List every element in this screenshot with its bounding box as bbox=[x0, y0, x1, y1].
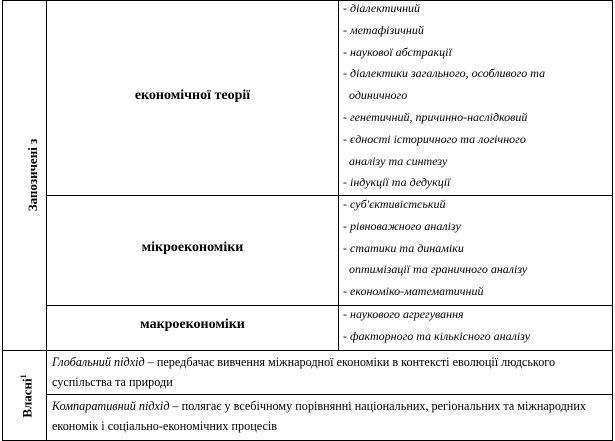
own-row-separator bbox=[46, 394, 613, 395]
method-item: - факторного та кількісного аналізу bbox=[343, 328, 531, 343]
source-economic-theory: економічної теорії bbox=[134, 88, 251, 103]
group-label-own-sup: 1 bbox=[19, 374, 28, 379]
method-item: - діалектики загального, особливого та bbox=[343, 66, 546, 81]
method-item: - рівноважного аналізу bbox=[343, 218, 461, 233]
method-item: аналізу та синтезу bbox=[343, 153, 448, 168]
method-item: - наукового агрегування bbox=[343, 307, 464, 321]
col-separator-group bbox=[46, 0, 47, 441]
method-item: - метафізичний bbox=[343, 22, 424, 37]
method-item: - індукції та дедукції bbox=[343, 175, 451, 190]
method-item: - суб'єктивістський bbox=[343, 197, 446, 211]
group-label-own bbox=[14, 361, 34, 431]
col-separator-methods bbox=[338, 0, 339, 350]
group-label-borrowed: Запозичені з bbox=[25, 138, 40, 212]
methods-list-microeconomics bbox=[343, 194, 611, 303]
group-separator bbox=[2, 350, 613, 351]
methods-list-macroeconomics bbox=[343, 304, 611, 348]
method-item: - єдності історичного та логічного bbox=[343, 131, 526, 146]
own-approach-global-text: – передбачає вивчення міжнародної економіки в контексті еволюції людського суспільства та природи bbox=[52, 355, 556, 389]
method-item: - наукової абстракції bbox=[343, 44, 452, 59]
table-border-right bbox=[612, 0, 613, 441]
own-approach-comparative-term: Компаративний підхід bbox=[52, 399, 170, 413]
group-label-own-text: Власні bbox=[19, 378, 35, 418]
method-item: оптимізації та граничного аналізу bbox=[343, 262, 528, 277]
table-border-left bbox=[2, 0, 3, 441]
method-item: - статики та динаміки bbox=[343, 240, 464, 255]
method-item: - економіко-математичний bbox=[343, 284, 484, 299]
own-approach-global bbox=[52, 352, 608, 392]
methods-list-economic-theory bbox=[343, 0, 611, 194]
source-microeconomics: мікроекономіки bbox=[141, 240, 244, 255]
method-item: одиничного bbox=[343, 88, 408, 103]
source-macroeconomics: макроекономіки bbox=[140, 317, 245, 332]
own-approach-comparative bbox=[52, 396, 608, 436]
method-item: - діалектичний bbox=[343, 1, 421, 15]
method-item: - генетичний, причинно-наслідковий bbox=[343, 109, 528, 124]
own-approach-comparative-text: – полягає у всебічному порівнянні національних, регіональних та міжнародних економік і соціально-економічних процесів bbox=[52, 399, 586, 433]
own-approach-global-term: Глобальний підхід bbox=[52, 355, 145, 369]
